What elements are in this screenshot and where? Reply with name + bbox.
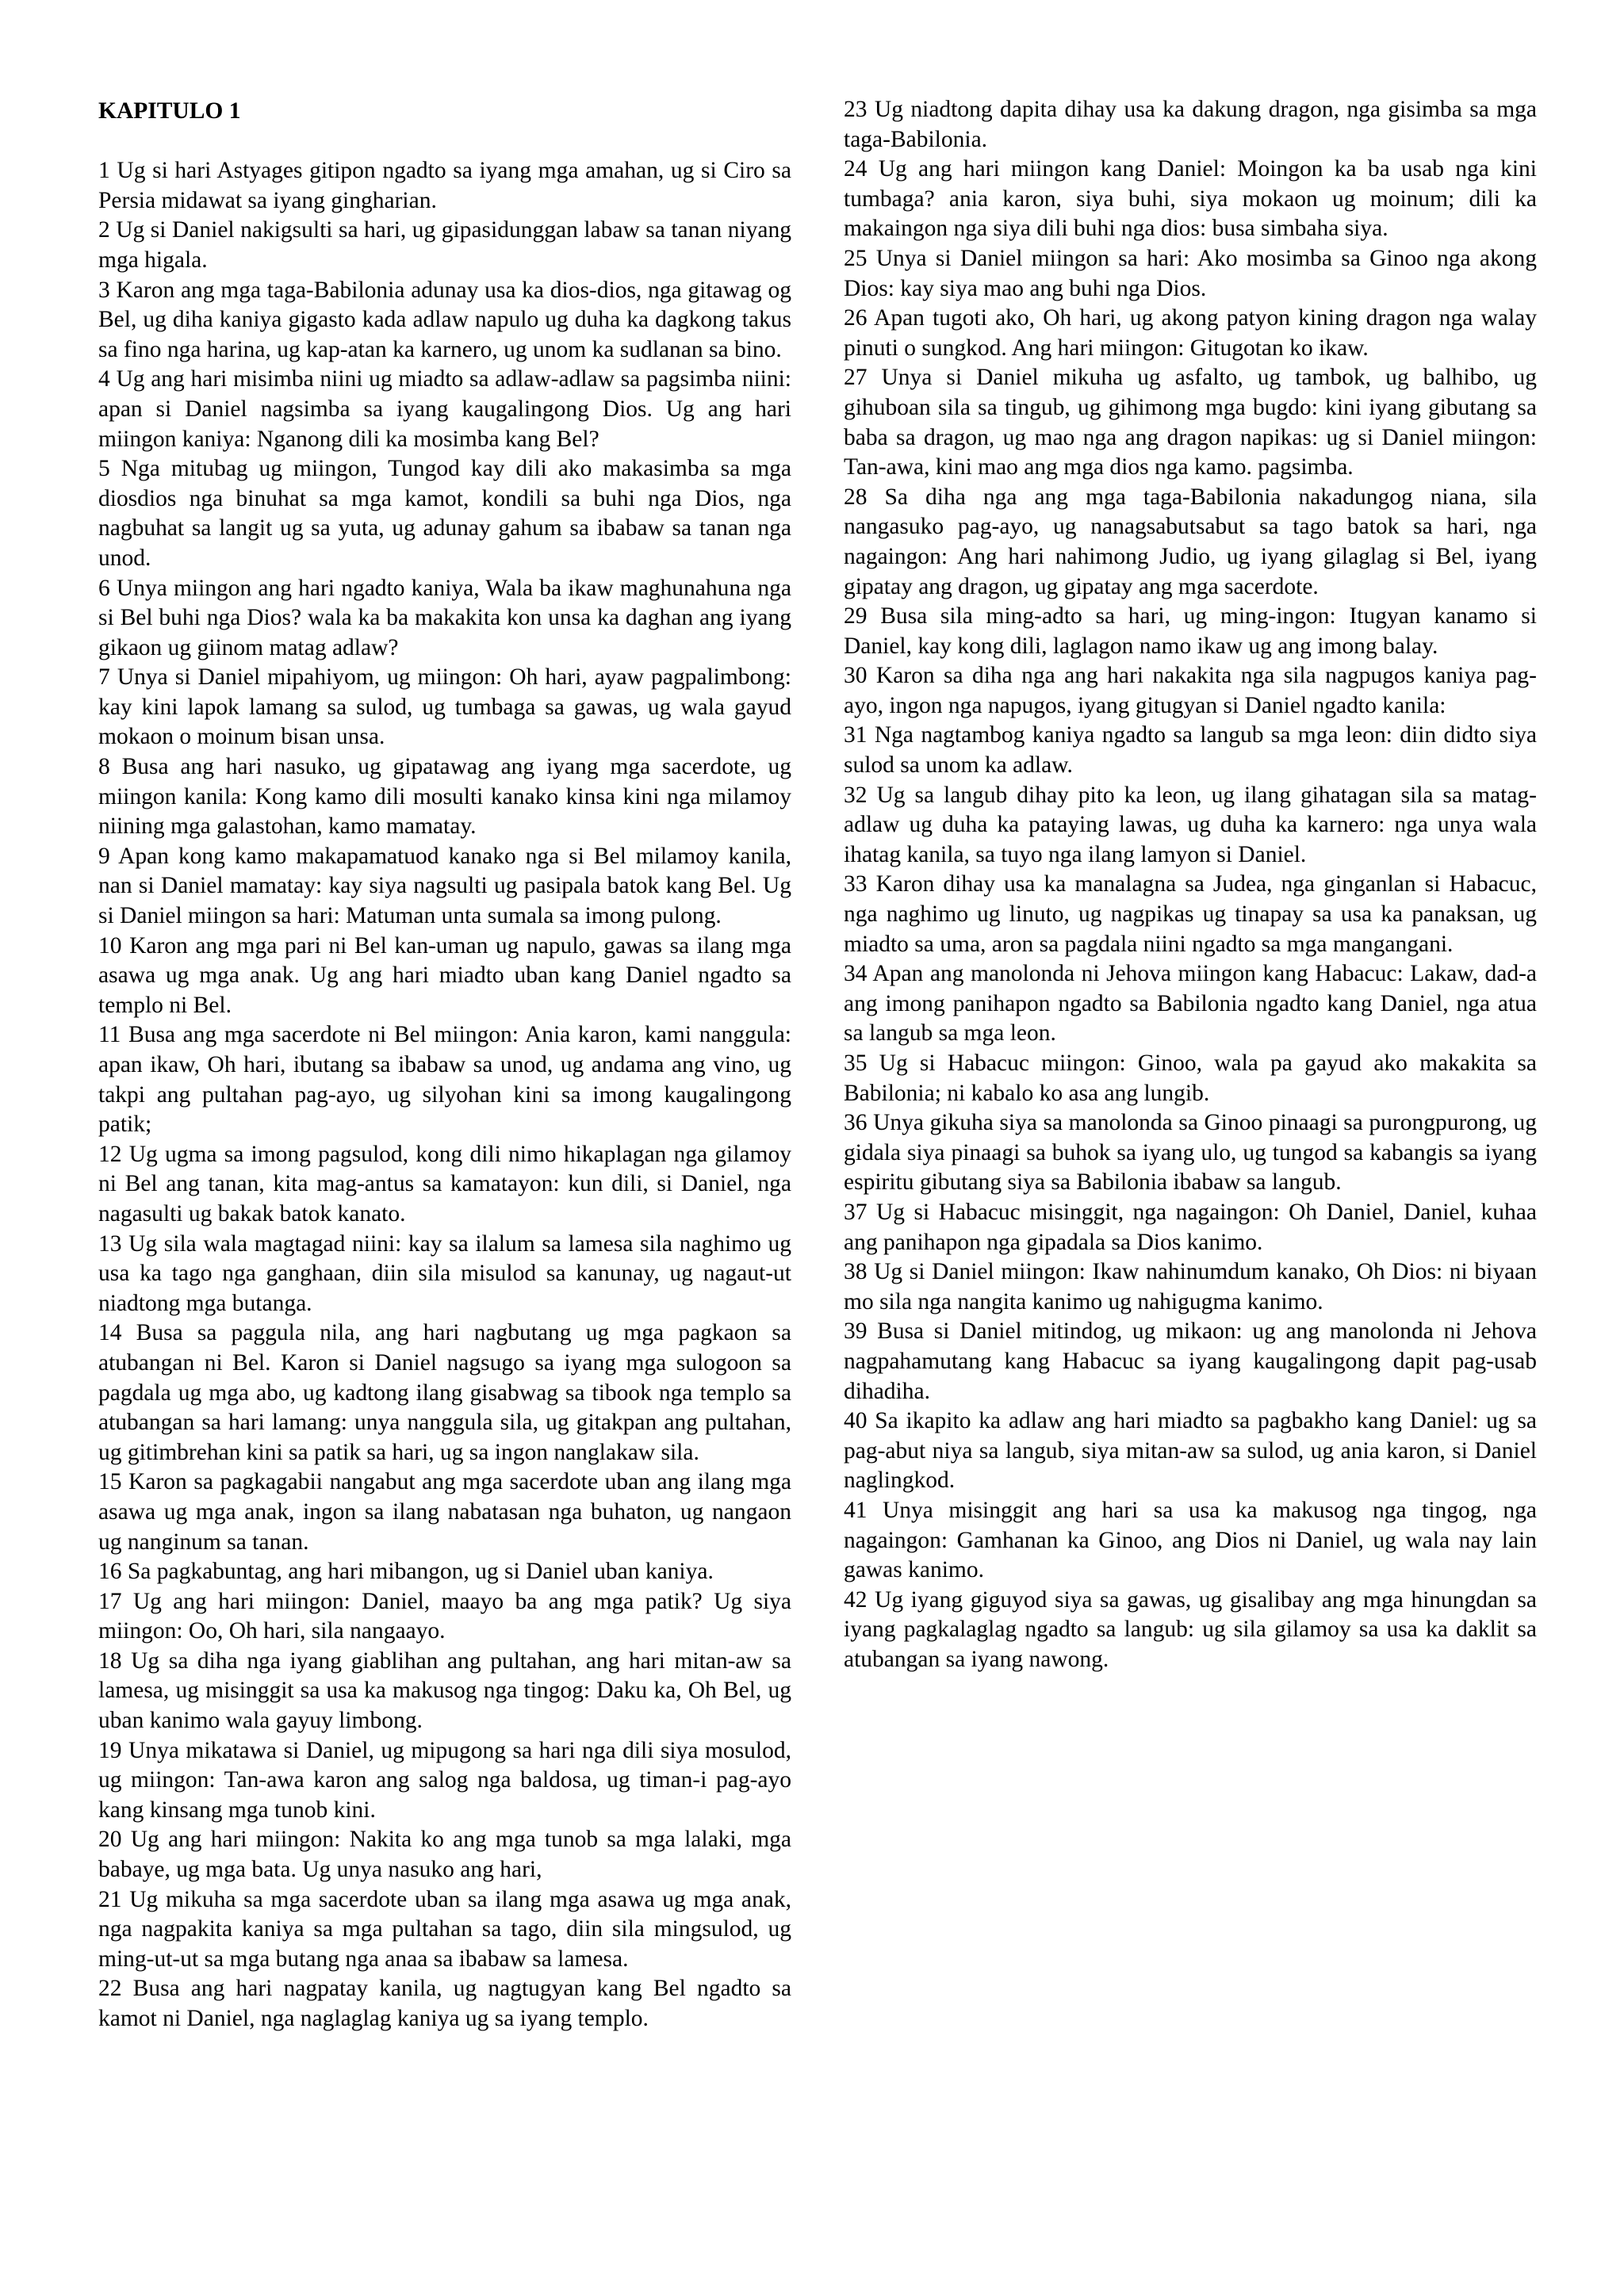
verse-3: 3 Karon ang mga taga-Babilonia adunay usa ka dios-dios, nga gitawag og Bel, ug diha kaniya gigasto kada adlaw napulo ug duha ka dagkong takus sa fino nga harina, ug kap-atan ka karnero, ug unom ka sudlanan sa bino. (98, 277, 791, 362)
verse-22: 22 Busa ang hari nagpatay kanila, ug nagtugyan kang Bel ngadto sa kamot ni Daniel, nga naglaglag kaniya ug sa iyang templo. (98, 1976, 791, 2031)
verse-37: 37 Ug si Habacuc misinggit, nga nagaingon: Oh Daniel, Daniel, kuhaa ang panihapon nga gipadala sa Dios kanimo. (844, 1199, 1537, 1255)
verse-40: 40 Sa ikapito ka adlaw ang hari miadto sa pagbakho kang Daniel: ug sa pag-abut niya sa langub, siya mitan-aw sa sulod, ug ania karon, si Daniel naglingkod. (844, 1408, 1537, 1494)
verse-30: 30 Karon sa diha nga ang hari nakakita nga sila nagpugos kaniya pag-ayo, ingon nga napugos, iyang gitugyan si Daniel ngadto kanila: (844, 663, 1537, 718)
verse-6: 6 Unya miingon ang hari ngadto kaniya, Wala ba ikaw maghunahuna nga si Bel buhi nga Dios? wala ka ba makakita kon unsa ka daghan ang iyang gikaon ug giinom matag adlaw? (98, 575, 791, 660)
verse-41: 41 Unya misinggit ang hari sa usa ka makusog nga tingog, nga nagaingon: Gamhanan ka Ginoo, ang Dios ni Daniel, ug wala nay lain gawas kanimo. (844, 1497, 1537, 1583)
verse-29: 29 Busa sila ming-adto sa hari, ug ming-ingon: Itugyan kanamo si Daniel, kay kong dili, laglagon namo ikaw ug ang imong balay. (844, 603, 1537, 659)
verse-15: 15 Karon sa pagkagabii nangabut ang mga sacerdote uban ang ilang mga asawa ug mga anak, ingon sa ilang nabatasan nga buhaton, ug nangaon ug nanginum sa tanan. (98, 1469, 791, 1555)
verse-23: 23 Ug niadtong dapita dihay usa ka dakung dragon, nga gisimba sa mga taga-Babilonia. (844, 97, 1537, 152)
verse-4: 4 Ug ang hari misimba niini ug miadto sa adlaw-adlaw sa pagsimba niini: apan si Daniel nagsimba sa iyang kaugalingong Dios. Ug ang hari miingon kaniya: Nganong dili ka mosimba kang Bel? (98, 366, 791, 452)
verse-7: 7 Unya si Daniel mipahiyom, ug miingon: Oh hari, ayaw pagpalimbong: kay kini lapok lamang sa sulod, ug tumbaga sa gawas, ug wala gayud mokaon o moinum bisan unsa. (98, 664, 791, 750)
verse-17: 17 Ug ang hari miingon: Daniel, maayo ba ang mga patik? Ug siya miingon: Oo, Oh hari, sila nangaayo. (98, 1588, 791, 1644)
verse-18: 18 Ug sa diha nga iyang giablihan ang pultahan, ang hari mitan-aw sa lamesa, ug misinggit sa usa ka makusog nga tingog: Daku ka, Oh Bel, ug uban kanimo wala gayuy limbong. (98, 1647, 791, 1734)
verse-33: 33 Karon dihay usa ka manalagna sa Judea, nga ginganlan si Habacuc, nga naghimo ug linuto, ug nagpikas ug tinapay sa usa ka panaksan, ug miadto sa uma, aron sa pagdala niini ngadto sa mga mangangani. (844, 871, 1537, 957)
verse-34: 34 Apan ang manolonda ni Jehova miingon kang Habacuc: Lakaw, dad-a ang imong panihapon ngadto sa Babilonia ngadto kang Daniel, nga atua sa langub sa mga leon. (844, 961, 1537, 1047)
verse-28: 28 Sa diha nga ang mga taga-Babilonia nakadungog niana, sila nangasuko pag-ayo, ug nanagsabutsabut sa tago batok sa hari, nga nagaingon: Ang hari nahimong Judio, ug iyang gilaglag si Bel, iyang gipatay ang dragon, ug gipatay ang mga sacerdote. (844, 484, 1537, 599)
chapter-title: KAPITULO 1 (98, 98, 241, 124)
left-column (98, 95, 791, 2034)
right-column (844, 95, 1537, 1674)
verse-11: 11 Busa ang mga sacerdote ni Bel miingon: Ania karon, kami nanggula: apan ikaw, Oh hari, ibutang sa ibabaw sa unod, ug andama ang vino, ug takpi ang pultahan pag-ayo, ug silyohan kini sa imong kaugalingong patik; (98, 1022, 791, 1138)
verse-16: 16 Sa pagkabuntag, ang hari mibangon, ug si Daniel uban kaniya. (98, 1559, 714, 1585)
verse-10: 10 Karon ang mga pari ni Bel kan-uman ug napulo, gawas sa ilang mga asawa ug mga anak. Ug ang hari miadto uban kang Daniel ngadto sa templo ni Bel. (98, 932, 791, 1018)
verse-19: 19 Unya mikatawa si Daniel, ug mipugong sa hari nga dili siya mosulod, ug miingon: Tan-awa karon ang salog nga baldosa, ug timan-i pag-ayo kang kinsang mga tunob kini. (98, 1737, 791, 1823)
verse-12: 12 Ug ugma sa imong pagsulod, kong dili nimo hikaplagan nga gilamoy ni Bel ang tanan, kita mag-antus sa kamatayon: kun dili, si Daniel, nga nagasulti ug bakak batok kanato. (98, 1141, 791, 1226)
verse-42: 42 Ug iyang giguyod siya sa gawas, ug gisalibay ang mga hinungdan sa iyang pagkalaglag ngadto sa langub: ug sila gilamoy sa usa ka daklit sa atubangan sa iyang nawong. (844, 1586, 1537, 1672)
verse-8: 8 Busa ang hari nasuko, ug gipatawag ang iyang mga sacerdote, ug miingon kanila: Kong kamo dili mosulti kanako kinsa kini nga milamoy niining mga galastohan, kamo mamatay. (98, 754, 791, 840)
verse-25: 25 Unya si Daniel miingon sa hari: Ako mosimba sa Ginoo nga akong Dios: kay siya mao ang buhi nga Dios. (844, 245, 1537, 301)
verse-2: 2 Ug si Daniel nakigsulti sa hari, ug gipasidunggan labaw sa tanan niyang mga higala. (98, 217, 791, 273)
verse-31: 31 Nga nagtambog kaniya ngadto sa langub sa mga leon: diin didto siya sulod sa unom ka adlaw. (844, 722, 1537, 779)
verse-39: 39 Busa si Daniel mitindog, ug mikaon: ug ang manolonda ni Jehova nagpahamutang kang Habacuc sa iyang kaugalingong dapit pag-usab dihadiha. (844, 1318, 1537, 1404)
verse-36: 36 Unya gikuha siya sa manolonda sa Ginoo pinaagi sa purongpurong, ug gidala siya pinaagi sa buhok sa iyang ulo, ug tungod sa kabangis sa iyang espiritu gibutang siya sa Babilonia ibabaw sa langub. (844, 1110, 1537, 1196)
verse-5: 5 Nga mitubag ug miingon, Tungod kay dili ako makasimba sa mga diosdios nga binuhat sa mga kamot, kondili sa buhi nga Dios, nga nagbuhat sa langit ug sa yuta, ug adunay gahum sa ibabaw sa tanan nga unod. (98, 456, 791, 571)
verse-20: 20 Ug ang hari miingon: Nakita ko ang mga tunob sa mga lalaki, mga babaye, ug mga bata. Ug unya nasuko ang hari, (98, 1827, 791, 1883)
verse-35: 35 Ug si Habacuc miingon: Ginoo, wala pa gayud ako makakita sa Babilonia; ni kabalo ko asa ang lungib. (844, 1050, 1537, 1106)
verse-32: 32 Ug sa langub dihay pito ka leon, ug ilang gihatagan sila sa matag-adlaw ug duha ka pataying lawas, ug duha ka karnero: nga unya wala ihatag kanila, sa tuyo nga ilang lamyon si Daniel. (844, 782, 1537, 867)
verse-14: 14 Busa sa paggula nila, ang hari nagbutang ug mga pagkaon sa atubangan ni Bel. Karon si Daniel nagsugo sa iyang mga sulogoon sa pagdala ug mga abo, ug kadtong ilang gisabwag sa tibook nga templo sa atubangan sa hari lamang: unya nanggula sila, ug gitakpan ang pultahan, ug gitimbrehan kini sa patik sa hari, ug sa ingon nanglakaw sila. (98, 1320, 791, 1465)
verse-21: 21 Ug mikuha sa mga sacerdote uban sa ilang mga asawa ug mga anak, nga nagpakita kaniya sa mga pultahan sa tago, diin sila mingsulod, ug ming-ut-ut sa mga butang nga anaa sa ibabaw sa lamesa. (98, 1886, 791, 1972)
verse-9: 9 Apan kong kamo makapamatuod kanako nga si Bel milamoy kanila, nan si Daniel mamatay: kay siya nagsulti ug pasipala batok kang Bel. Ug si Daniel miingon sa hari: Matuman unta sumala sa imong pulong. (98, 843, 791, 929)
verse-1: 1 Ug si hari Astyages gitipon ngadto sa iyang mga amahan, ug si Ciro sa Persia midawat sa iyang gingharian. (98, 158, 791, 213)
verse-26: 26 Apan tugoti ako, Oh hari, ug akong patyon kining dragon nga walay pinuti o sungkod. Ang hari miingon: Gitugotan ko ikaw. (844, 305, 1537, 361)
verse-27: 27 Unya si Daniel mikuha ug asfalto, ug tambok, ug balhibo, ug gihuboan sila sa tingub, ug gihimong mga bugdo: kini iyang gibutang sa baba sa dragon, ug mao nga ang dragon napikas: ug si Daniel miingon: Tan-awa, kini mao ang mga dios nga kamo. pagsimba. (844, 365, 1537, 480)
verse-24: 24 Ug ang hari miingon kang Daniel: Moingon ka ba usab nga kini tumbaga? ania karon, siya buhi, siya mokaon ug moinum; dili ka makaingon nga siya dili buhi nga dios: busa simbaha siya. (844, 156, 1537, 242)
verse-13: 13 Ug sila wala magtagad niini: kay sa ilalum sa lamesa sila naghimo ug usa ka tago nga ganghaan, diin sila misulod sa kanunay, ug nagaut-ut niadtong mga butanga. (98, 1230, 791, 1316)
verse-38: 38 Ug si Daniel miingon: Ikaw nahinumdum kanako, Oh Dios: ni biyaan mo sila nga nangita kanimo ug nahigugma kanimo. (844, 1259, 1537, 1314)
